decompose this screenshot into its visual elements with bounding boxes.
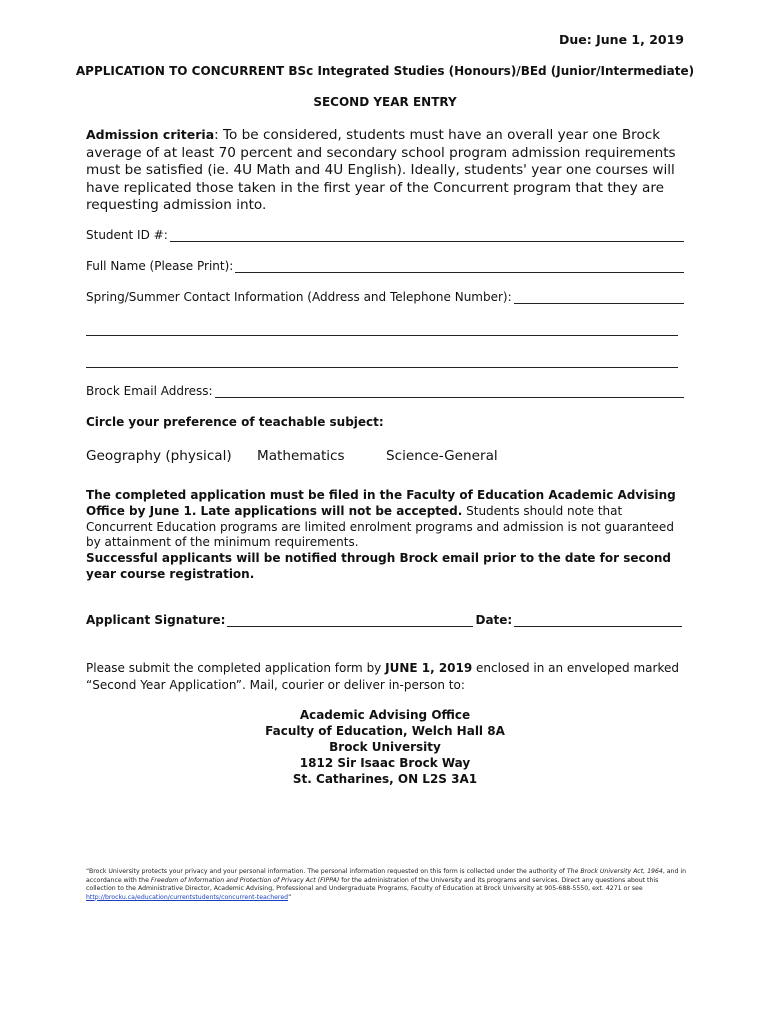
admission-criteria-text: : To be considered, students must have an overall year one Brock average of at least 70 percent and secondary school program admission requirements must be satisfied (ie. 4U Math and 4U English). Ideally, students' year one courses will have replicated those taken in the first year of the Concurrent program that they are requesting admission into. <box>86 127 676 213</box>
form-title: APPLICATION TO CONCURRENT BSc Integrated Studies (Honours)/BEd (Junior/Intermediate) <box>75 64 695 78</box>
email-line[interactable] <box>215 385 684 398</box>
signature-line[interactable] <box>227 614 473 627</box>
footnote-end: ” <box>288 893 292 901</box>
contact-info-field[interactable] <box>86 290 684 304</box>
address-line-city: St. Catharines, ON L2S 3A1 <box>292 772 478 786</box>
signature-label: Applicant Signature: <box>86 613 226 627</box>
full-name-label: Full Name (Please Print): <box>86 259 234 273</box>
admission-criteria-label: Admission criteria <box>86 127 215 142</box>
student-id-line[interactable] <box>170 229 684 242</box>
form-subtitle: SECOND YEAR ENTRY <box>313 95 457 109</box>
full-name-line[interactable] <box>235 260 684 273</box>
submit-text-pre: Please submit the completed application form by <box>86 661 386 675</box>
admission-criteria <box>86 126 686 215</box>
student-id-label: Student ID #: <box>86 228 168 242</box>
contact-info-line[interactable] <box>514 291 684 304</box>
footnote-text-1: “Brock University protects your privacy and your personal information. The personal information requested on this form is collected under the authority of <box>86 868 567 875</box>
footnote-act-brock: The Brock University Act, 1964 <box>566 868 663 875</box>
subject-option-science[interactable]: Science-General <box>386 448 498 464</box>
subject-option-mathematics[interactable]: Mathematics <box>257 448 345 464</box>
full-name-field[interactable] <box>86 259 684 273</box>
date-label: Date: <box>475 613 513 627</box>
enrolment-note: Students should note that Concurrent Education programs are limited enrolment programs and admission is not guaranteed by attainment of the minimum requirements. <box>86 503 674 550</box>
mailing-address <box>0 707 770 787</box>
submit-text-post: enclosed in an enveloped marked “Second Year Application”. Mail, courier or deliver in-person to: <box>86 661 679 692</box>
footnote-text-2: , and in accordance with the <box>86 868 686 884</box>
filing-deadline-text: The completed application must be filed in the Faculty of Education Academic Advising Office by June 1. Late applications will not be accepted. <box>86 488 676 518</box>
teachable-subject-heading: Circle your preference of teachable subject: <box>86 415 384 429</box>
contact-info-label: Spring/Summer Contact Information (Address and Telephone Number): <box>86 290 512 304</box>
address-line-office: Academic Advising Office <box>299 708 471 722</box>
submit-deadline: JUNE 1, 2019 <box>385 661 473 675</box>
footnote-act-fippa: Freedom of Information and Protection of Privacy Act (FIPPA) <box>150 876 340 884</box>
due-date: Due: June 1, 2019 <box>559 32 684 47</box>
email-field[interactable] <box>86 384 684 398</box>
signature-row <box>86 613 684 627</box>
submission-instructions <box>86 660 688 694</box>
footnote-link[interactable]: http://brocku.ca/education/currentstudents/concurrent-teachered <box>86 893 289 901</box>
contact-info-line-3[interactable] <box>86 366 678 368</box>
footnote-text-3: for the administration of the University and its programs and services. Direct any questions about this collection to the Administrative Director, Academic Advising, Professional and Undergraduate Programs, Faculty of Education at Brock University at 905-688-5550, ext. 4271 or see <box>86 876 659 893</box>
notification-note: Successful applicants will be notified through Brock email prior to the date for second year course registration. <box>86 551 671 581</box>
filing-notice <box>86 488 686 583</box>
address-line-university: Brock University <box>329 740 441 754</box>
privacy-footnote <box>86 868 686 902</box>
contact-info-line-2[interactable] <box>86 334 678 336</box>
subject-option-geography[interactable]: Geography (physical) <box>86 448 232 464</box>
address-line-street: 1812 Sir Isaac Brock Way <box>299 756 471 770</box>
date-line[interactable] <box>514 614 682 627</box>
address-line-faculty: Faculty of Education, Welch Hall 8A <box>265 724 505 738</box>
student-id-field[interactable] <box>86 228 684 242</box>
email-label: Brock Email Address: <box>86 384 213 398</box>
